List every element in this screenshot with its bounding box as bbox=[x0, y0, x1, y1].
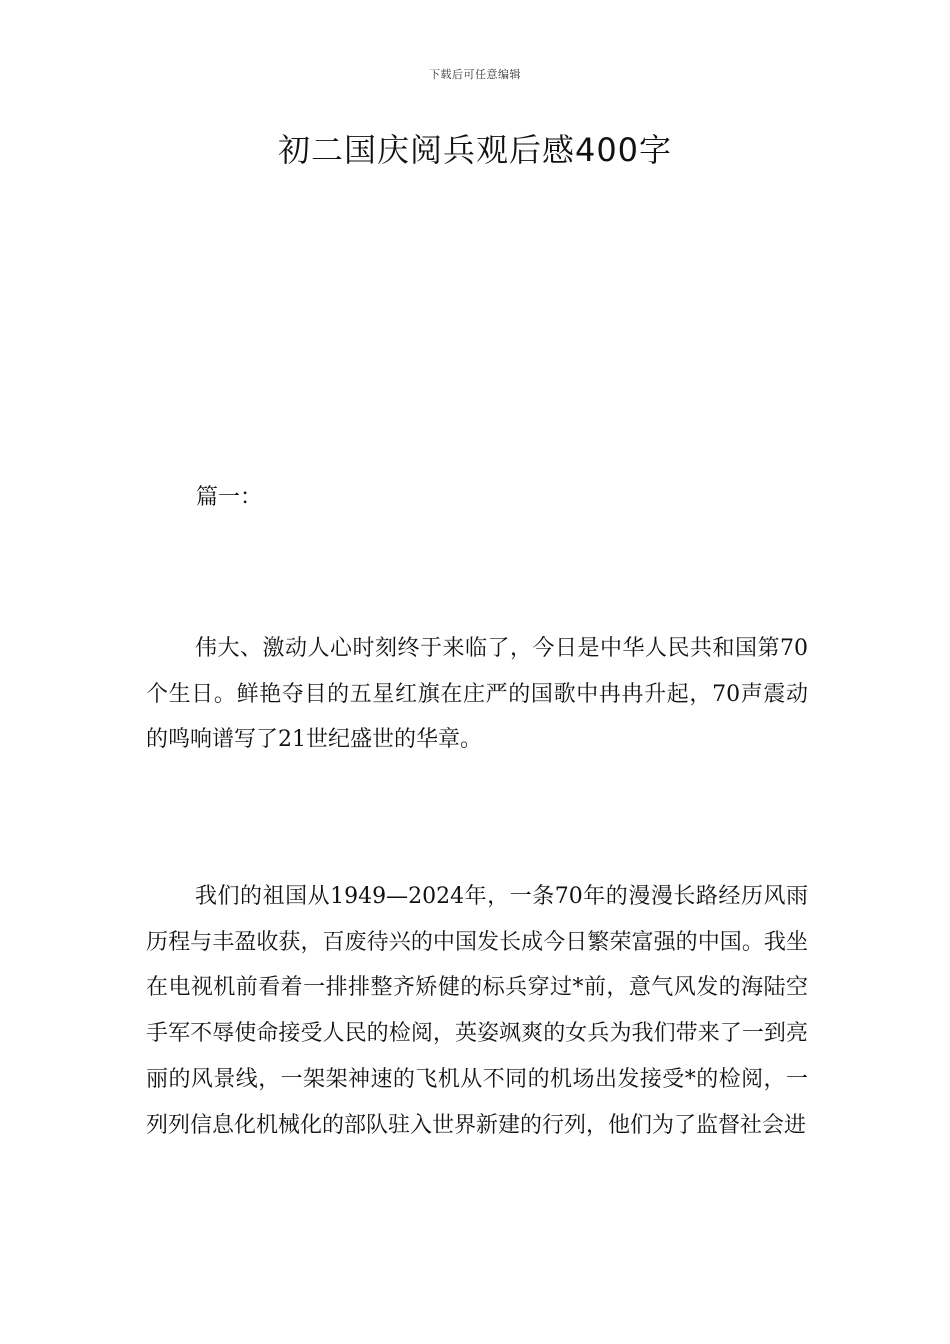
document-title: 初二国庆阅兵观后感400字 bbox=[277, 131, 673, 169]
body-paragraph-2: 我们的祖国从1949—2024年，一条70年的漫漫长路经历风雨历程与丰盈收获，百废待兴的中国发长成今日繁荣富强的中国。我坐在电视机前看着一排排整齐矫健的标兵穿过*前，意气风发的海陆空手军不辱使命接受人民的检阅，英姿飒爽的女兵为我们带来了一到亮丽的风景线，一架架神速的飞机从不同的机场出发接受*的检阅，一列列信息化机械化的部队驻入世界新建的行列，他们为了监督社会进 bbox=[146, 884, 808, 1138]
body-paragraph-1: 伟大、激动人心时刻终于来临了，今日是中华人民共和国第70个生日。鲜艳夺目的五星红旗在庄严的国歌中冉冉升起，70声震动的鸣响谱写了21世纪盛世的华章。 bbox=[146, 636, 808, 753]
page-header-note: 下载后可任意编辑 bbox=[429, 68, 521, 81]
section-heading: 篇一： bbox=[196, 485, 263, 510]
